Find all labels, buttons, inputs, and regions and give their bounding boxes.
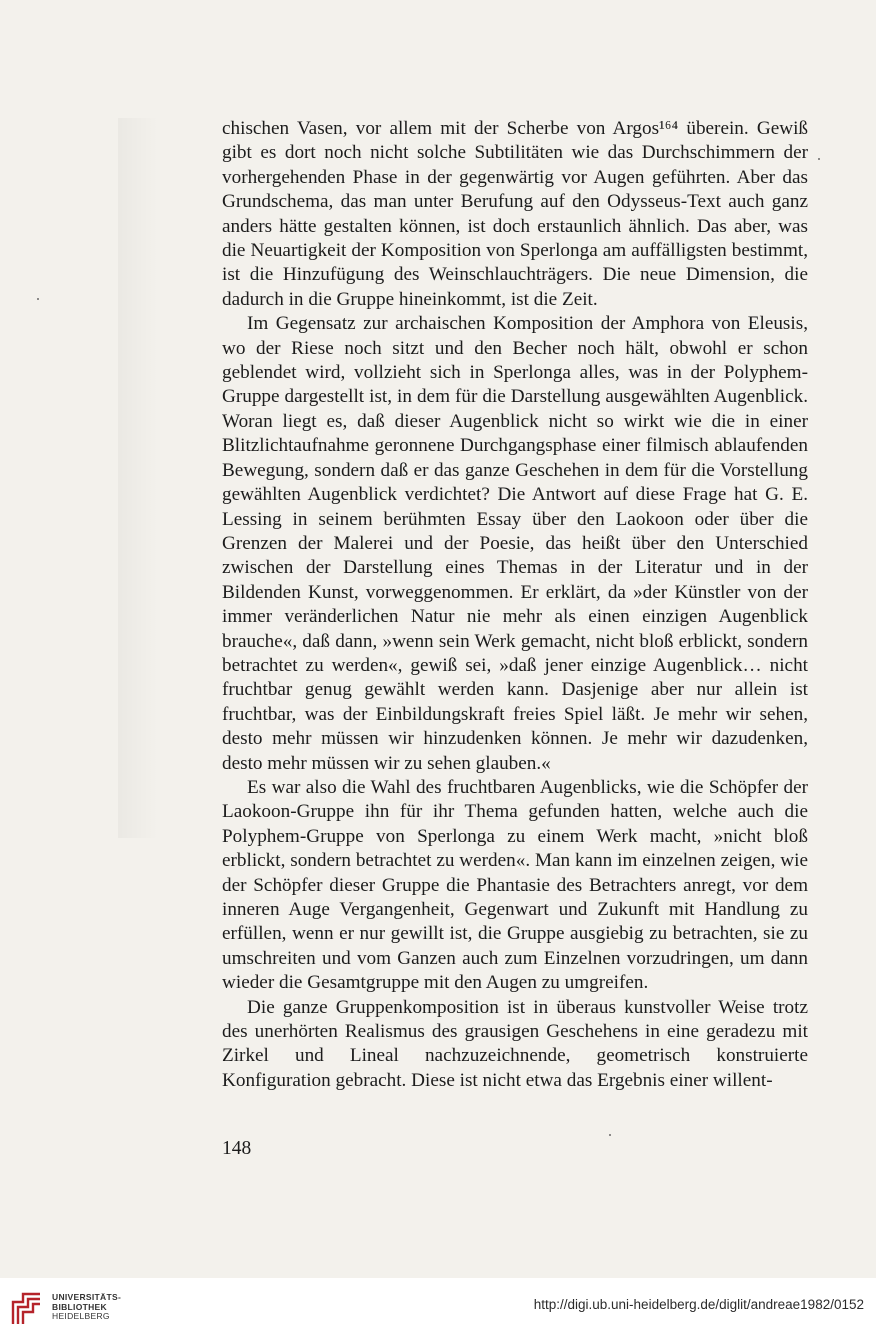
scan-speck [818,158,820,160]
library-name-line: UNIVERSITÄTS- [52,1292,122,1302]
university-library-logo-icon [10,1288,44,1326]
paragraph: Es war also die Wahl des fruchtbaren Augenblicks, wie die Schöpfer der Laokoon-Gruppe ihn für ihr Thema gefunden hatten, welche auch die Polyphem-Gruppe von Sperlonga zu einem Werk macht, »nicht bloß erblickt, sondern betrachtet zu werden«. Man kann im einzelnen zeigen, wie der Schöpfer dieser Gruppe die Phantasie des Betrachters anregt, vor dem inneren Auge Vergangenheit, Gegenwart und Zukunft mit Handlung zu erfüllen, wenn er nur gewillt ist, die Gruppe ausgiebig zu betrachten, sie zu umschreiten und vom Ganzen auch zum Einzelnen vorzudringen, um dann wieder die Gesamtgruppe mit den Augen zu umgreifen. [222,776,808,994]
library-name [52,1293,121,1322]
footer-bar [0,1278,876,1339]
page-number: 148 [222,1138,252,1159]
page-shadow [118,118,158,838]
paragraph: Die ganze Gruppenkomposition ist in überaus kunstvoller Weise trotz des unerhörten Realismus des grausigen Geschehens in eine geradezu mit Zirkel und Lineal nachzuzeichnende, geometrisch konstruierte Konfiguration gebracht. Diese ist nicht etwa das Ergebnis einer willent- [222,996,808,1091]
scan-speck [609,1134,611,1136]
paragraph: chischen Vasen, vor allem mit der Scherbe von Argos¹⁶⁴ überein. Gewiß gibt es dort noch nicht solche Subtilitäten wie das Durchschimmern der vorhergehenden Phase in der gegenwärtig vor Augen geführten. Aber das Grundschema, das man unter Berufung auf den Odysseus-Text auch ganz anders hätte gestalten können, ist doch erstaunlich ähnlich. Das aber, was die Neuartigkeit der Komposition von Sperlonga am auffälligsten bestimmt, ist die Hinzufügung des Weinschlauchträgers. Die neue Dimension, die dadurch in die Gruppe hineinkommt, ist die Zeit. [222,118,808,310]
scan-speck [37,298,39,300]
body-text [222,117,808,1093]
library-name-line: BIBLIOTHEK [52,1301,107,1312]
source-url-link[interactable]: http://digi.ub.uni-heidelberg.de/diglit/andreae1982/0152 [533,1297,864,1312]
library-name-line: HEIDELBERG [52,1311,110,1322]
paragraph: Im Gegensatz zur archaischen Komposition der Amphora von Eleusis, wo der Riese noch sitzt und den Becher noch hält, obwohl er schon geblendet wird, vollzieht sich in Sperlonga alles, was in der Polyphem-Gruppe dargestellt ist, in dem für die Darstellung ausgewählten Augenblick. Woran liegt es, daß dieser Augenblick nicht so wirkt wie die in einer Blitzlichtaufnahme geronnene Durchgangsphase einer filmisch ablaufenden Bewegung, sondern daß er das ganze Geschehen in dem für die Vorstellung gewählten Augenblick verdichtet? Die Antwort auf diese Frage hat G. E. Lessing in seinem berühmten Essay über den Laokoon oder über die Grenzen der Malerei und der Poesie, das heißt über den Unterschied zwischen der Darstellung eines Themas in der Literatur und in der Bildenden Kunst, vorweggenommen. Er erklärt, da »der Künstler von der immer veränderlichen Natur nie mehr als einen einzigen Augenblick brauche«, daß dann, »wenn sein Werk gemacht, nicht bloß erblickt, sondern betrachtet zu werden«, gewiß sei, »daß jener einzige Augenblick… nicht fruchtbar genug gewählt werden kann. Dasjenige aber nur allein ist fruchtbar, was der Einbildungskraft freies Spiel läßt. Je mehr wir sehen, desto mehr müssen wir hinzudenken können. Je mehr wir dazudenken, desto mehr müssen wir zu sehen glauben.« [222,313,808,774]
